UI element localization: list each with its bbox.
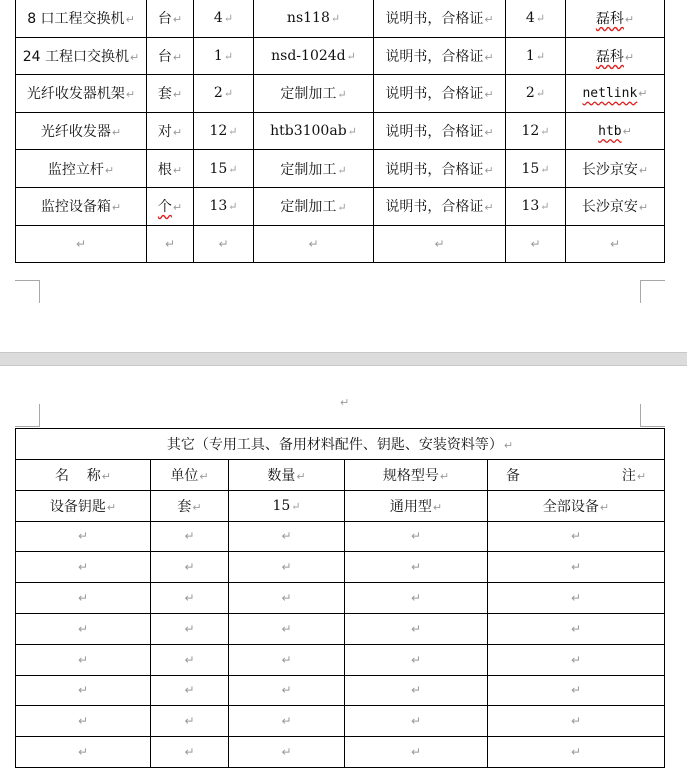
cell-qty: 13 — [209, 198, 228, 215]
page-gap — [0, 352, 687, 366]
paragraph-mark: ↵ — [340, 396, 350, 409]
cell-qty2: 1 — [525, 47, 535, 64]
cell-unit: 台 — [157, 11, 172, 28]
cell-model: nsd-1024d — [271, 47, 346, 64]
table-row-empty: ↵ ↵ ↵ ↵ ↵ — [16, 737, 665, 768]
cell-qty2: 2 — [525, 85, 535, 102]
table-row-empty: ↵ ↵ ↵ ↵ ↵ ↵ ↵ — [16, 225, 665, 263]
header-name: 名 称↵ — [16, 460, 151, 491]
header-qty: 数量↵ — [229, 460, 345, 491]
cell-qty: 1 — [213, 47, 223, 64]
cell-qty2: 12 — [521, 123, 540, 140]
cell-qty2: 15 — [521, 160, 540, 177]
table-row-empty: ↵ ↵ ↵ ↵ ↵ — [16, 521, 665, 552]
table-row-empty: ↵ ↵ ↵ ↵ ↵ — [16, 675, 665, 706]
cell-unit: 套 — [157, 86, 172, 103]
cell-brand: 长沙京安 — [581, 161, 638, 178]
cell-name: 监控立杆 — [47, 161, 104, 178]
page-corner-mark — [15, 404, 40, 427]
item-unit: 套 — [177, 498, 192, 515]
header-model: 规格型号↵ — [345, 460, 488, 491]
cell-qty: 4 — [213, 10, 223, 27]
cell-name: 24 工程口交换机 — [22, 48, 130, 65]
cell-unit: 对 — [157, 124, 172, 141]
table-row-empty: ↵ ↵ ↵ ↵ ↵ — [16, 706, 665, 737]
cell-docs: 说明书，合格证 — [385, 86, 484, 103]
document-page-1 — [0, 0, 687, 352]
header-unit: 单位↵ — [151, 460, 229, 491]
table-row: 监控立杆↵ 根↵ 15↵ 定制加工↵ 说明书，合格证↵ 15↵ 长沙京安↵ — [16, 150, 665, 188]
page-corner-mark — [640, 280, 665, 303]
table-row-empty: ↵ ↵ ↵ ↵ ↵ — [16, 552, 665, 583]
cell-unit: 根 — [157, 161, 172, 178]
cell-docs: 说明书，合格证 — [385, 199, 484, 216]
item-note: 全部设备 — [542, 498, 599, 515]
cell-docs: 说明书，合格证 — [385, 124, 484, 141]
table-row: 光纤收发器↵ 对↵ 12↵ htb3100ab↵ 说明书，合格证↵ 12↵ htb↵ — [16, 112, 665, 150]
cell-qty: 15 — [209, 160, 228, 177]
table-title-row — [16, 429, 665, 460]
cell-docs: 说明书，合格证 — [385, 48, 484, 65]
cell-name: 监控设备箱 — [40, 199, 111, 216]
table-row: 8 口工程交换机↵ 台↵ 4↵ ns118↵ 说明书，合格证↵ 4↵ 磊科↵ — [16, 0, 665, 37]
equipment-table — [15, 0, 665, 263]
table-row: 24 工程口交换机↵ 台↵ 1↵ nsd-1024d↵ 说明书，合格证↵ 1↵ 磊科↵ — [16, 37, 665, 75]
item-model: 通用型 — [389, 498, 432, 515]
table-row: 监控设备箱↵ 个↵ 13↵ 定制加工↵ 说明书，合格证↵ 13↵ 长沙京安↵ — [16, 187, 665, 225]
cell-qty: 2 — [213, 85, 223, 102]
cell-name: 光纤收发器 — [40, 124, 111, 141]
cell-docs: 说明书，合格证 — [385, 161, 484, 178]
table-row-empty: ↵ ↵ ↵ ↵ ↵ — [16, 644, 665, 675]
cell-qty2: 4 — [525, 10, 535, 27]
cell-model: htb3100ab — [270, 123, 347, 140]
cell-model: ns118 — [286, 10, 330, 27]
table-row: 设备钥匙↵ 套↵ 15↵ 通用型↵ 全部设备↵ — [16, 490, 665, 521]
cell-model: 定制加工 — [280, 86, 337, 103]
cell-brand: 磊科 — [595, 48, 624, 65]
cell-unit: 台 — [157, 48, 172, 65]
cell-model: 定制加工 — [280, 199, 337, 216]
cell-qty2: 13 — [521, 198, 540, 215]
cell-model: 定制加工 — [280, 161, 337, 178]
item-qty: 15 — [272, 497, 291, 514]
page-corner-mark — [15, 280, 40, 303]
cell-qty: 12 — [209, 123, 228, 140]
cell-brand: 长沙京安 — [581, 199, 638, 216]
table-title: 其它（专用工具、备用材料配件、钥匙、安装资料等） — [166, 437, 503, 453]
other-items-table — [15, 428, 665, 768]
table-title-cell: 其它（专用工具、备用材料配件、钥匙、安装资料等）↵ — [16, 429, 665, 460]
cell-brand: 磊科 — [595, 11, 624, 28]
cell-brand: htb — [598, 124, 622, 140]
table-row: 光纤收发器机架↵ 套↵ 2↵ 定制加工↵ 说明书，合格证↵ 2↵ netlink↵ — [16, 75, 665, 113]
item-name: 设备钥匙 — [49, 498, 106, 515]
cell-unit: 个 — [157, 199, 172, 216]
table-row-empty: ↵ ↵ ↵ ↵ ↵ — [16, 583, 665, 614]
cell-name: 光纤收发器机架 — [26, 86, 125, 103]
cell-docs: 说明书，合格证 — [385, 11, 484, 28]
page-corner-mark — [640, 404, 665, 427]
cell-name: 8 口工程交换机 — [27, 11, 125, 28]
table-row-empty: ↵ ↵ ↵ ↵ ↵ — [16, 613, 665, 644]
cell-brand: netlink — [582, 86, 638, 102]
table-header-row — [16, 460, 665, 491]
header-note: 备 注↵ — [488, 460, 665, 491]
